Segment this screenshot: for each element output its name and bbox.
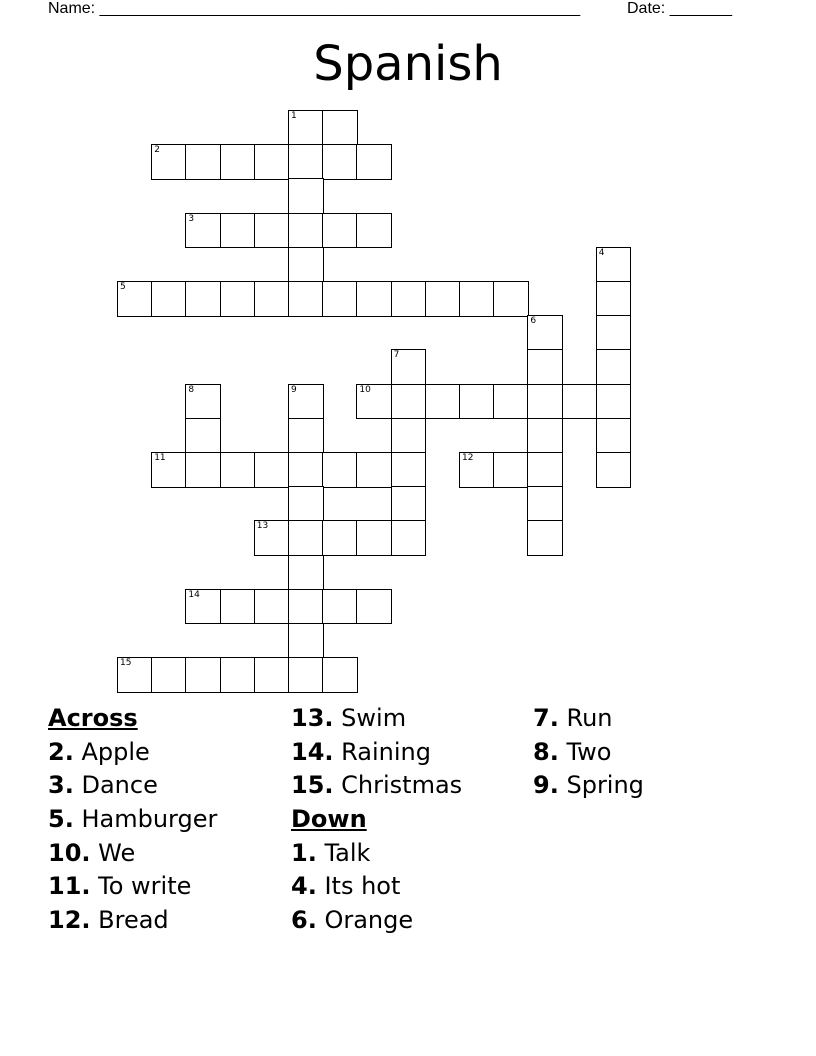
clue-item: 6. Orange	[291, 906, 414, 935]
crossword-cell[interactable]	[356, 589, 392, 625]
crossword-cell[interactable]	[527, 315, 563, 351]
crossword-cell[interactable]	[185, 418, 221, 454]
clue-item: 10. We	[48, 838, 136, 867]
crossword-cell[interactable]	[220, 452, 256, 488]
clue-number: 13	[256, 521, 269, 532]
clue-item: 12. Bread	[48, 906, 169, 935]
page-title: Spanish	[313, 36, 503, 92]
crossword-cell[interactable]	[185, 213, 221, 249]
crossword-cell[interactable]	[527, 384, 563, 420]
clue-item: 7. Run	[533, 704, 613, 732]
crossword-cell[interactable]	[322, 589, 358, 625]
crossword-cell[interactable]	[356, 144, 392, 180]
crossword-cell[interactable]	[493, 384, 529, 420]
crossword-cell[interactable]	[596, 418, 632, 454]
crossword-cell[interactable]	[562, 384, 598, 420]
crossword-cell[interactable]	[254, 281, 290, 317]
clue-item: 4. Its hot	[291, 872, 401, 901]
crossword-cell[interactable]	[322, 452, 358, 488]
clue-number: 3	[188, 213, 195, 224]
crossword-cell[interactable]	[527, 452, 563, 488]
crossword-cell[interactable]	[322, 110, 358, 146]
crossword-cell[interactable]	[425, 384, 461, 420]
crossword-cell[interactable]	[322, 657, 358, 693]
crossword-cell[interactable]	[356, 281, 392, 317]
crossword-cell[interactable]	[596, 452, 632, 488]
crossword-cell[interactable]	[185, 384, 221, 420]
crossword-cell[interactable]	[288, 589, 324, 625]
crossword-cell[interactable]	[493, 281, 529, 317]
crossword-cell[interactable]	[391, 384, 427, 420]
clue-item: 9. Spring	[533, 771, 644, 800]
crossword-cell[interactable]	[254, 520, 290, 556]
crossword-cell[interactable]	[254, 589, 290, 625]
crossword-cell[interactable]	[288, 178, 324, 214]
clue-number: 7	[393, 350, 400, 361]
crossword-cell[interactable]	[220, 144, 256, 180]
crossword-cell[interactable]	[288, 520, 324, 556]
crossword-cell[interactable]	[254, 144, 290, 180]
crossword-cell[interactable]	[596, 315, 632, 351]
crossword-cell[interactable]	[288, 418, 324, 454]
crossword-cell[interactable]	[254, 213, 290, 249]
clue-number: 12	[462, 453, 474, 463]
crossword-cell[interactable]	[185, 144, 221, 180]
crossword-cell[interactable]	[254, 452, 290, 488]
clue-number: 1	[291, 111, 297, 121]
clue-item: 8. Two	[533, 737, 612, 766]
clue-item: 5. Hamburger	[48, 805, 218, 834]
crossword-cell[interactable]	[288, 623, 324, 659]
clue-item: 3. Dance	[48, 771, 158, 800]
crossword-cell[interactable]	[596, 384, 632, 420]
crossword-cell[interactable]	[391, 520, 427, 556]
crossword-cell[interactable]	[493, 452, 529, 488]
crossword-cell[interactable]	[356, 384, 392, 420]
clue-number: 15	[120, 658, 132, 669]
crossword-cell[interactable]	[391, 281, 427, 317]
clue-number: 5	[120, 282, 126, 292]
crossword-cell[interactable]	[596, 281, 632, 317]
crossword-cell[interactable]	[527, 486, 563, 522]
crossword-cell[interactable]	[185, 657, 221, 693]
crossword-cell[interactable]	[288, 384, 324, 420]
crossword-cell[interactable]	[356, 452, 392, 488]
clue-column-1	[48, 702, 217, 938]
crossword-cell[interactable]	[459, 281, 495, 317]
crossword-cell[interactable]	[596, 349, 632, 385]
clue-item: 11. To write	[48, 872, 192, 901]
clue-number: 6	[530, 316, 537, 327]
crossword-cell[interactable]	[185, 281, 221, 317]
clue-number: 11	[154, 453, 166, 463]
crossword-cell[interactable]	[220, 213, 256, 249]
clue-column-3	[533, 702, 644, 803]
clue-item: 15. Christmas	[291, 771, 463, 800]
clue-number: 10	[359, 384, 371, 395]
crossword-cell[interactable]	[254, 657, 290, 693]
crossword-cell[interactable]	[288, 486, 324, 522]
crossword-cell[interactable]	[220, 281, 256, 317]
clue-number: 2	[154, 145, 160, 156]
crossword-cell[interactable]	[322, 520, 358, 556]
crossword-cell[interactable]	[322, 144, 358, 180]
clue-item: 1. Talk	[291, 838, 371, 867]
clue-item: 13. Swim	[291, 704, 407, 732]
crossword-cell[interactable]	[288, 555, 324, 591]
crossword-cell[interactable]	[288, 452, 324, 488]
crossword-cell[interactable]	[391, 349, 427, 385]
crossword-cell[interactable]	[117, 281, 153, 317]
crossword-cell[interactable]	[391, 486, 427, 522]
crossword-cell[interactable]	[391, 418, 427, 454]
crossword-cell[interactable]	[322, 213, 358, 249]
clue-number: 4	[598, 247, 605, 258]
crossword-cell[interactable]	[425, 281, 461, 317]
crossword-cell[interactable]	[288, 281, 324, 317]
clue-item: 14. Raining	[291, 737, 432, 766]
crossword-cell[interactable]	[220, 657, 256, 693]
across-heading: Across	[48, 704, 138, 732]
date-field-line: Date: _______	[627, 0, 732, 17]
crossword-cell[interactable]	[527, 520, 563, 556]
crossword-cell[interactable]	[596, 247, 632, 283]
crossword-cell[interactable]	[322, 281, 358, 317]
crossword-cell[interactable]	[459, 452, 495, 488]
crossword-cell[interactable]	[117, 657, 153, 693]
crossword-cell[interactable]	[185, 589, 221, 625]
clue-number: 8	[188, 384, 195, 395]
crossword-cell[interactable]	[356, 213, 392, 249]
clue-item: 2. Apple	[48, 737, 150, 766]
clue-number: 14	[188, 589, 200, 600]
crossword-cell[interactable]	[151, 144, 187, 180]
clue-column-2	[291, 702, 462, 938]
crossword-cell[interactable]	[459, 384, 495, 420]
down-heading: Down	[291, 805, 367, 834]
crossword-cell[interactable]	[288, 247, 324, 283]
crossword-cell[interactable]	[527, 418, 563, 454]
crossword-cell[interactable]	[288, 657, 324, 693]
crossword-cell[interactable]	[356, 520, 392, 556]
crossword-cell[interactable]	[527, 349, 563, 385]
crossword-cell[interactable]	[151, 657, 187, 693]
crossword-cell[interactable]	[151, 281, 187, 317]
crossword-cell[interactable]	[151, 452, 187, 488]
crossword-cell[interactable]	[185, 452, 221, 488]
clue-number: 9	[291, 384, 297, 395]
crossword-cell[interactable]	[288, 144, 324, 180]
name-field-line: Name: ______________________________________________________	[48, 0, 581, 17]
crossword-cell[interactable]	[220, 589, 256, 625]
crossword-cell[interactable]	[391, 452, 427, 488]
crossword-cell[interactable]	[288, 110, 324, 146]
crossword-cell[interactable]	[288, 213, 324, 249]
